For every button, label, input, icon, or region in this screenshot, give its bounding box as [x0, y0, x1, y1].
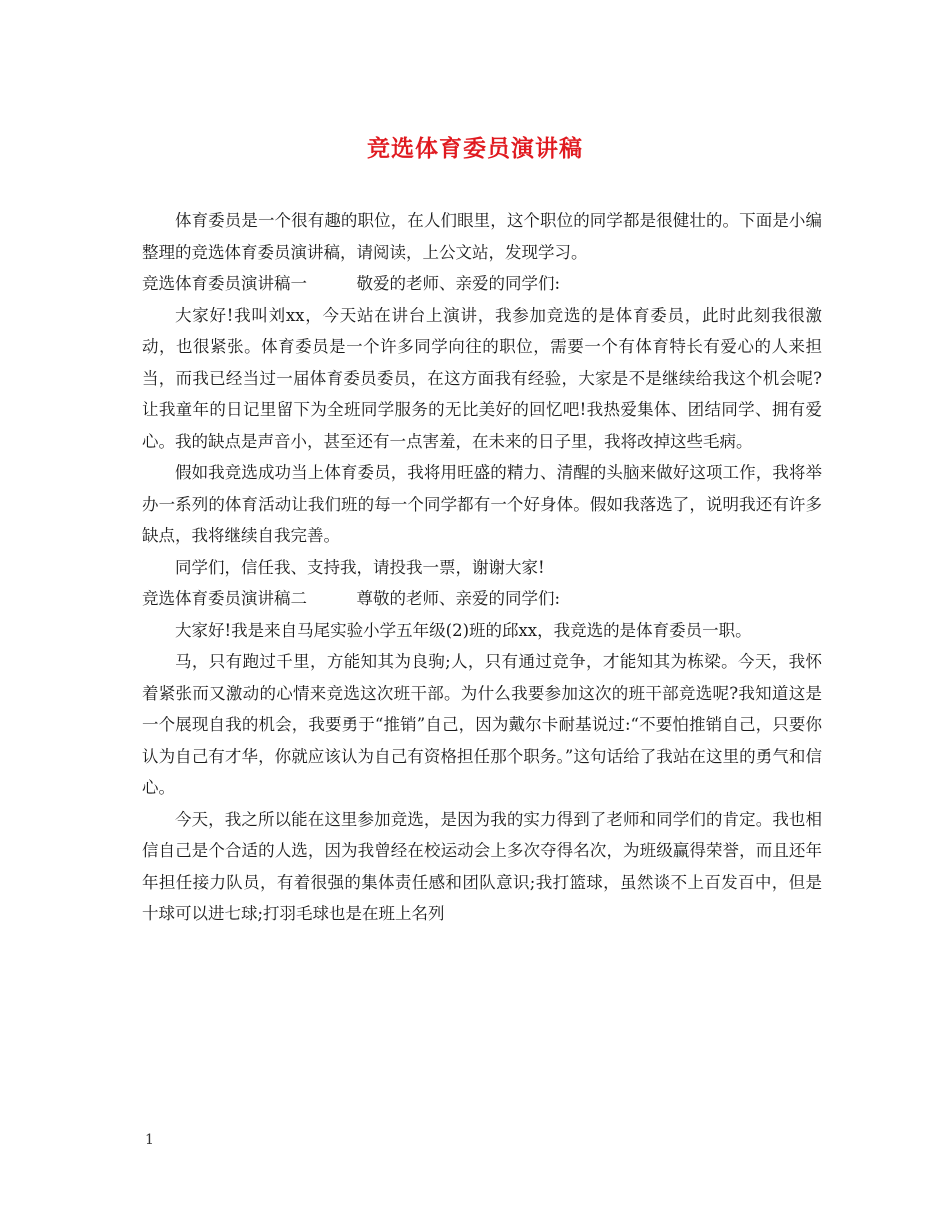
paragraph: 大家好!我是来自马尾实验小学五年级(2)班的邱xx，我竞选的是体育委员一职。 — [175, 620, 752, 640]
paragraph: 假如我竞选成功当上体育委员，我将用旺盛的精力、清醒的头脑来做好这项工作，我将举办一系列的体育活动让我们班的每一个同学都有一个好身体。假如我落选了，说明我还有许多缺点，我将继续自我完善。 — [142, 463, 822, 545]
document-title: 竞选体育委员演讲稿 — [367, 135, 583, 162]
paragraph: 今天，我之所以能在这里参加竞选，是因为我的实力得到了老师和同学们的肯定。我也相信自己是个合适的人选，因为我曾经在校运动会上多次夺得名次，为班级赢得荣誉，而且还年年担任接力队员，有着很强的集体责任感和团队意识;我打篮球，虽然谈不上百发百中，但是十球可以进七球;打羽毛球也是在班上名列 — [142, 809, 822, 923]
page-number: 1 — [145, 1132, 154, 1148]
section-heading: 竞选体育委员演讲稿二 尊敬的老师、亲爱的同学们: — [142, 589, 561, 608]
section-heading: 竞选体育委员演讲稿一 敬爱的老师、亲爱的同学们: — [142, 274, 561, 293]
paragraph: 体育委员是一个很有趣的职位，在人们眼里，这个职位的同学都是很健壮的。下面是小编整理的竞选体育委员演讲稿，请阅读，上公文站，发现学习。 — [142, 211, 822, 262]
document-body — [142, 205, 822, 930]
paragraph: 同学们，信任我、支持我，请投我一票，谢谢大家! — [175, 557, 545, 577]
paragraph: 大家好!我叫刘xx，今天站在讲台上演讲，我参加竞选的是体育委员，此时此刻我很激动，也很紧张。体育委员是一个许多同学向往的职位，需要一个有体育特长有爱心的人来担当，而我已经当过一届体育委员委员，在这方面我有经验，大家是不是继续给我这个机会呢?让我童年的日记里留下为全班同学服务的无比美好的回忆吧!我热爱集体、团结同学、拥有爱心。我的缺点是声音小，甚至还有一点害羞，在未来的日子里，我将改掉这些毛病。 — [142, 305, 822, 451]
paragraph: 马，只有跑过千里，方能知其为良驹;人，只有通过竞争，才能知其为栋梁。今天，我怀着紧张而又激动的心情来竞选这次班干部。为什么我要参加这次的班干部竞选呢?我知道这是一个展现自我的机会，我要勇于“推销”自己，因为戴尔卡耐基说过:“不要怕推销自己，只要你认为自己有才华，你就应该认为自己有资格担任那个职务。”这句话给了我站在这里的勇气和信心。 — [142, 652, 822, 797]
